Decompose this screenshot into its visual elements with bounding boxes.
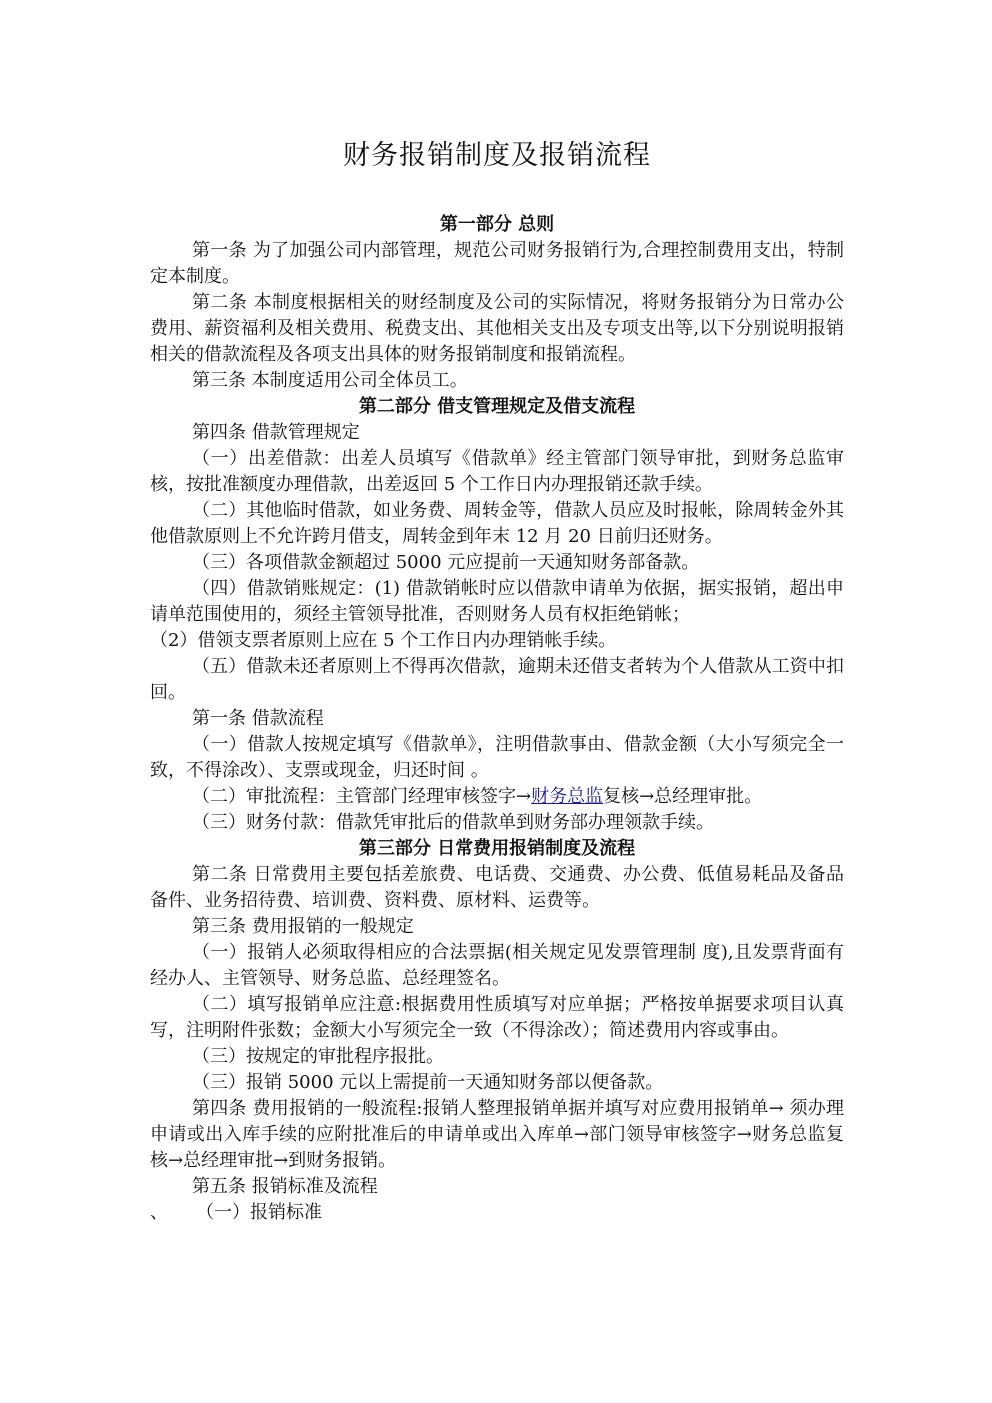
expense-rule-3: （三）按规定的审批程序报批。 — [192, 1046, 444, 1067]
standard-item — [150, 1200, 844, 1226]
article-2: 第二条 本制度根据相关的财经制度及公司的实际情况，将财务报销分为日常办公费用、薪资福利及相关费用、税费支出、其他相关支出及专项支出等,以下分别说明报销相关的借款流程及各项支出具体的财务报销制度和报销流程。 — [150, 292, 844, 365]
standard-mark: 、 — [150, 1202, 168, 1223]
loan-flow-2-post: 复核→总经理审批。 — [603, 786, 763, 807]
document-title: 财务报销制度及报销流程 — [343, 140, 651, 171]
loan-flow-3: （三）财务付款：借款凭审批后的借款单到财务部办理领款手续。 — [192, 812, 714, 833]
loan-rule-3: （三）各项借款金额超过 5000 元应提前一天通知财务部备款。 — [192, 552, 700, 573]
article-4: 第四条 借款管理规定 — [192, 422, 360, 443]
expense-article-3: 第三条 费用报销的一般规定 — [192, 916, 414, 937]
loan-rule-4: （四）借款销账规定：(1) 借款销帐时应以借款申请单为依据，据实报销，超出申请单范围使用的，须经主管领导批准，否则财务人员有权拒绝销帐； — [150, 578, 844, 625]
part2-heading: 第二部分 借支管理规定及借支流程 — [358, 396, 636, 417]
expense-rule-2: （二）填写报销单应注意:根据费用性质填写对应单据；严格按单据要求项目认真写，注明附件张数；金额大小写须完全一致（不得涂改）；简述费用内容或事由。 — [150, 994, 844, 1041]
loan-rule-4b: （2）借领支票者原则上应在 5 个工作日内办理销帐手续。 — [150, 630, 617, 651]
standard-label: （一）报销标准 — [196, 1202, 322, 1223]
loan-flow-2 — [150, 784, 844, 810]
expense-rule-1: （一）报销人必须取得相应的合法票据(相关规定见发票管理制 度),且发票背面有经办人、主管领导、财务总监、总经理签名。 — [150, 942, 844, 989]
article-3: 第三条 本制度适用公司全体员工。 — [192, 370, 468, 391]
expense-article-5: 第五条 报销标准及流程 — [192, 1176, 378, 1197]
expense-rule-4: （三）报销 5000 元以上需提前一天通知财务部以便备款。 — [192, 1072, 664, 1093]
loan-rule-1: （一）出差借款：出差人员填写《借款单》经主管部门领导审批，到财务总监审核，按批准额度办理借款，出差返回 5 个工作日内办理报销还款手续。 — [150, 448, 844, 495]
loan-flow-1: （一）借款人按规定填写《借款单》，注明借款事由、借款金额（大小写须完全一致，不得涂改）、支票或现金，归还时间 。 — [150, 734, 844, 781]
expense-article-4: 第四条 费用报销的一般流程:报销人整理报销单据并填写对应费用报销单→ 须办理申请或出入库手续的应附批准后的申请单或出入库单→部门领导审核签字→财务总监复核→总经理审批→到财务报销。 — [150, 1098, 844, 1171]
document-page — [150, 136, 844, 1226]
article-1: 第一条 为了加强公司内部管理，规范公司财务报销行为,合理控制费用支出，特制定本制度。 — [150, 240, 844, 287]
expense-article-2: 第二条 日常费用主要包括差旅费、电话费、交通费、办公费、低值易耗品及备品备件、业务招待费、培训费、资料费、原材料、运费等。 — [150, 864, 844, 911]
part3-heading: 第三部分 日常费用报销制度及流程 — [358, 838, 636, 859]
loan-rule-5: （五）借款未还者原则上不得再次借款，逾期未还借支者转为个人借款从工资中扣回。 — [150, 656, 844, 703]
part1-heading: 第一部分 总则 — [439, 214, 555, 235]
loan-flow-2-pre: （二）审批流程：主管部门经理审核签字→ — [192, 786, 532, 807]
loan-rule-2: （二）其他临时借款，如业务费、周转金等，借款人员应及时报帐，除周转金外其他借款原则上不允许跨月借支，周转金到年末 12 月 20 日前归还财务。 — [150, 500, 844, 547]
loan-flow-article: 第一条 借款流程 — [192, 708, 324, 729]
finance-director-link[interactable]: 财务总监 — [531, 786, 604, 807]
